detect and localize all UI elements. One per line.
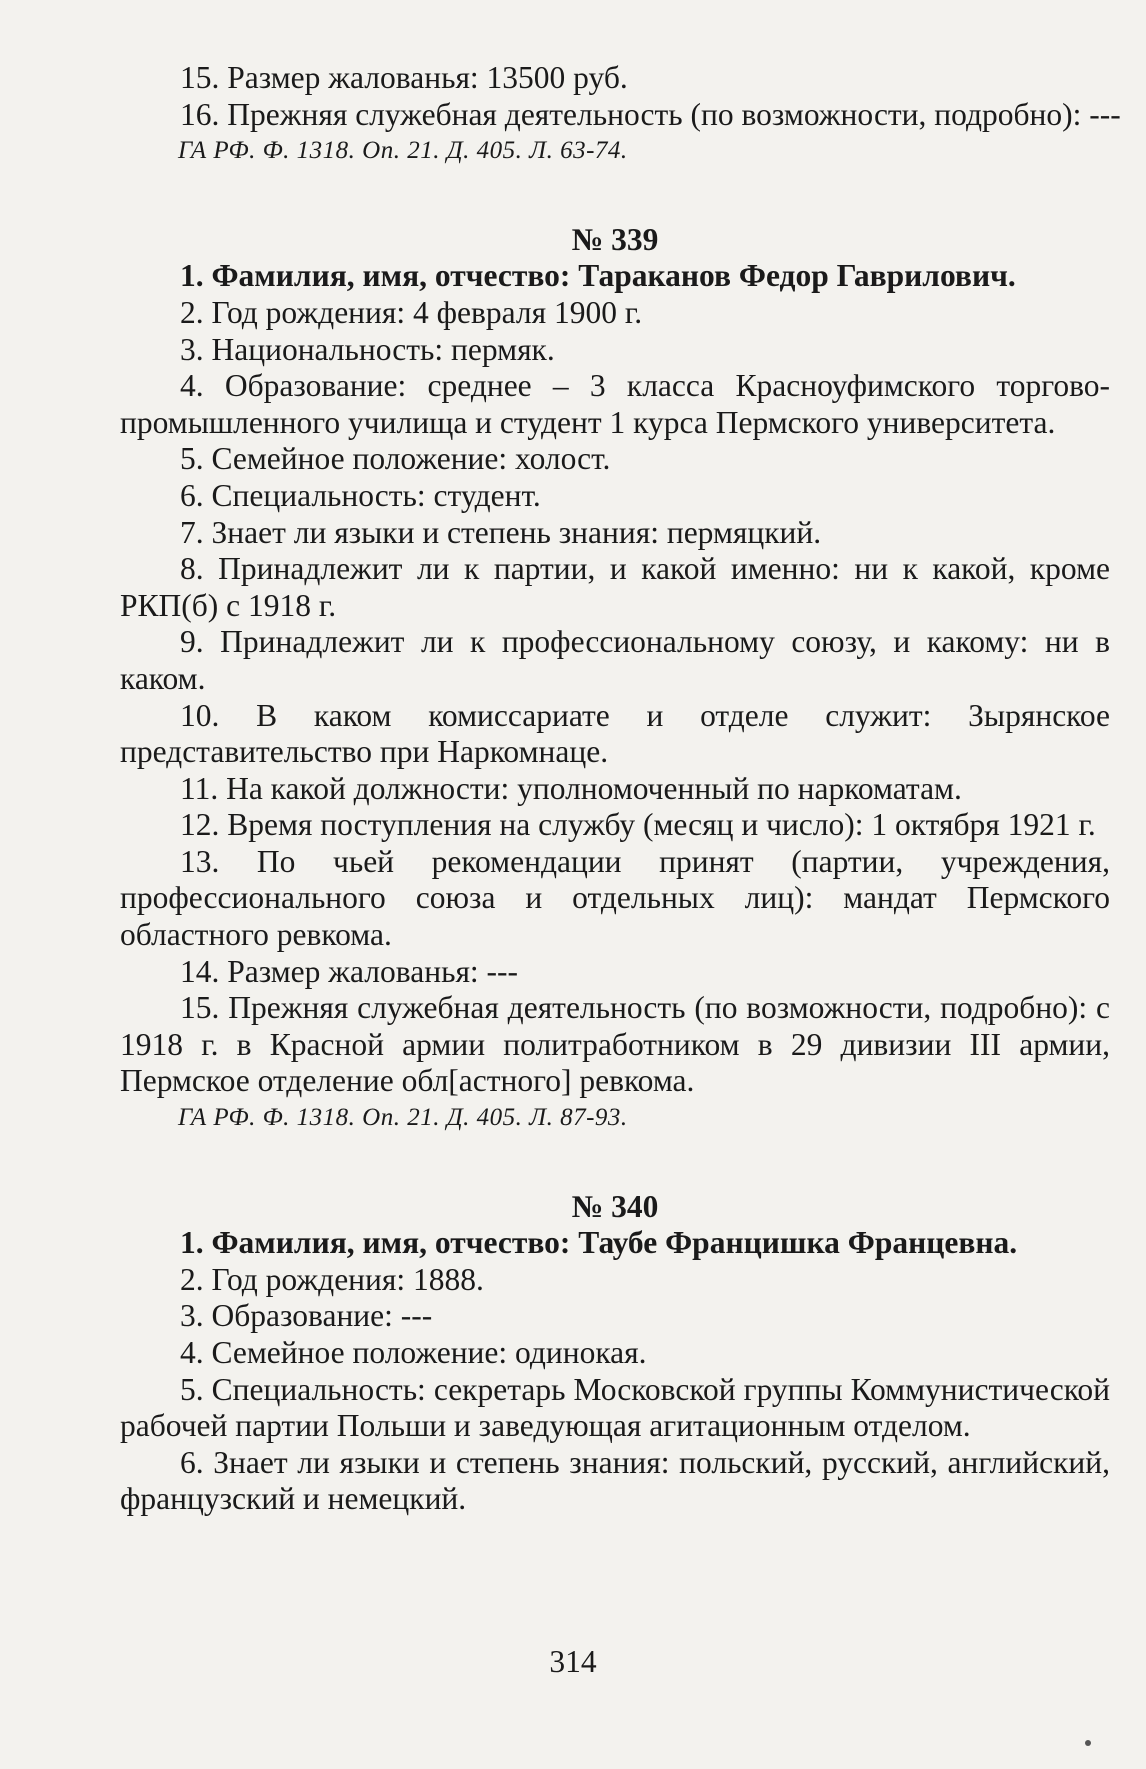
archive-source-2: ГА РФ. Ф. 1318. Оп. 21. Д. 405. Л. 87-93.	[178, 1104, 628, 1132]
entry-340-item-3: 3. Образование: ---	[180, 1298, 433, 1334]
top-item-15: 15. Размер жалованья: 13500 руб.	[180, 60, 628, 95]
entry-339-number: № 339	[571, 221, 659, 257]
entry-339-item-10: 10. В каком комиссариате и отделе служит: Зырянское представительство при Наркомнаце.	[120, 697, 1110, 770]
entry-339-item-2: 2. Год рождения: 4 февраля 1900 г.	[180, 294, 643, 330]
scan-speck	[1085, 1740, 1091, 1746]
entry-340-item-4: 4. Семейное положение: одинокая.	[180, 1335, 647, 1370]
top-item-16: 16. Прежняя служебная деятельность (по возможности, подробно): ---	[180, 96, 1121, 132]
entry-339-item-6: 6. Специальность: студент.	[180, 477, 541, 513]
entry-339-item-11: 11. На какой должности: уполномоченный по наркоматам.	[180, 770, 962, 806]
entry-339-name: 1. Фамилия, имя, отчество: Тараканов Федор Гаврилович.	[180, 258, 1016, 294]
entry-340-item-6: 6. Знает ли языки и степень знания: польский, русский, английский, французский и немецкий.	[120, 1444, 1110, 1517]
entry-339-item-9: 9. Принадлежит ли к профессиональному союзу, и какому: ни в каком.	[120, 624, 1110, 696]
page-number: 314	[549, 1644, 597, 1679]
document-page	[120, 60, 1121, 1518]
entry-339-item-4: 4. Образование: среднее – 3 класса Красноуфимского торгово-промышленного училища и студент 1 курса Пермского университета.	[120, 368, 1110, 440]
entry-339-item-15: 15. Прежняя служебная деятельность (по возможности, подробно): с 1918 г. в Красной армии политработником в 29 дивизии III армии, Пермское отделение обл[астного] ревкома.	[120, 990, 1110, 1099]
entry-340-name: 1. Фамилия, имя, отчество: Таубе Францишка Францевна.	[180, 1225, 1018, 1261]
entry-339-item-8: 8. Принадлежит ли к партии, и какой именно: ни к какой, кроме РКП(б) с 1918 г.	[120, 551, 1110, 623]
entry-339-item-7: 7. Знает ли языки и степень знания: пермяцкий.	[180, 514, 822, 550]
entry-340-item-5: 5. Специальность: секретарь Московской группы Коммунистической рабочей партии Польши и заведующая агитационным отделом.	[120, 1371, 1110, 1444]
entry-339-item-5: 5. Семейное положение: холост.	[180, 441, 611, 477]
entry-339-item-14: 14. Размер жалованья: ---	[180, 953, 519, 989]
entry-340-number: № 340	[571, 1188, 659, 1224]
entry-339-item-13: 13. По чьей рекомендации принят (партии, учреждения, профессионального союза и отдельных лиц): мандат Пермского областного ревкома.	[120, 843, 1110, 953]
archive-source-1: ГА РФ. Ф. 1318. Оп. 21. Д. 405. Л. 63-74.	[178, 137, 628, 165]
entry-339-item-3: 3. Национальность: пермяк.	[180, 331, 555, 367]
entry-340-item-2: 2. Год рождения: 1888.	[180, 1261, 484, 1297]
entry-339-item-12: 12. Время поступления на службу (месяц и число): 1 октября 1921 г.	[180, 807, 1096, 843]
